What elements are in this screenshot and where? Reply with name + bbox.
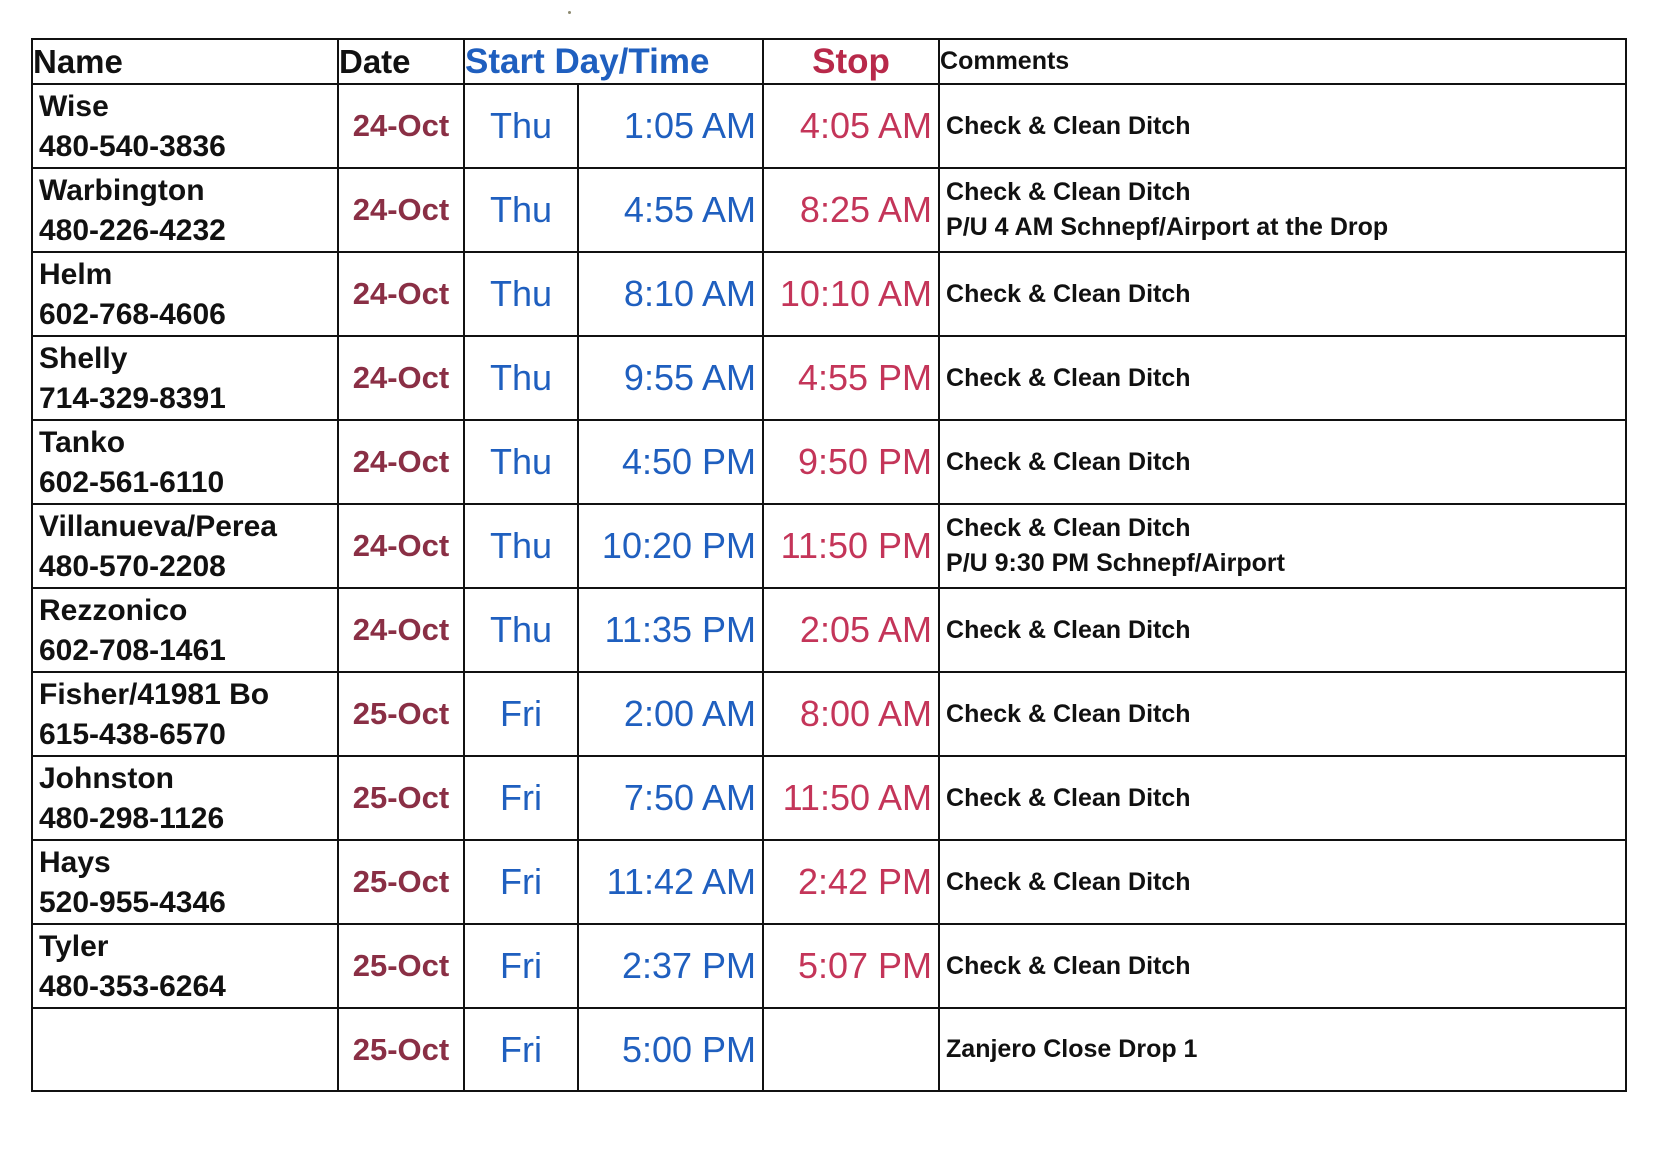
person-name: Johnston (39, 762, 174, 795)
person-name: Helm (39, 258, 113, 291)
day-cell: Fri (464, 924, 578, 1008)
day-cell: Fri (464, 840, 578, 924)
person-name: Wise (39, 90, 109, 123)
comment-cell (939, 588, 1626, 672)
start-time-cell: 8:10 AM (578, 252, 763, 336)
stop-time-cell: 11:50 AM (763, 756, 939, 840)
stop-time-cell: 8:25 AM (763, 168, 939, 252)
date-cell: 24-Oct (338, 588, 464, 672)
person-name: Hays (39, 846, 111, 879)
phone-number: 480-226-4232 (39, 214, 226, 247)
comment-cell (939, 924, 1626, 1008)
phone-number: 602-708-1461 (39, 634, 226, 667)
comment-cell (939, 840, 1626, 924)
person-name: Shelly (39, 342, 128, 375)
name-cell (32, 420, 338, 504)
header-stop: Stop (763, 39, 939, 84)
start-time-cell: 11:35 PM (578, 588, 763, 672)
comment-line: Check & Clean Ditch (946, 111, 1191, 140)
comment-cell (939, 1008, 1626, 1091)
person-name: Tyler (39, 930, 109, 963)
name-cell (32, 588, 338, 672)
table-row (32, 924, 1626, 1008)
day-cell: Thu (464, 252, 578, 336)
day-cell: Thu (464, 588, 578, 672)
header-date: Date (338, 39, 464, 84)
name-cell (32, 84, 338, 168)
start-time-cell: 2:37 PM (578, 924, 763, 1008)
start-time-cell: 5:00 PM (578, 1008, 763, 1091)
comment-cell (939, 756, 1626, 840)
stop-time-cell: 4:05 AM (763, 84, 939, 168)
header-comments: Comments (939, 39, 1626, 84)
day-cell: Thu (464, 504, 578, 588)
comment-line: P/U 4 AM Schnepf/Airport at the Drop (946, 213, 1389, 241)
table-row (32, 840, 1626, 924)
phone-number: 480-570-2208 (39, 550, 226, 583)
date-cell: 25-Oct (338, 1008, 464, 1091)
name-cell (32, 924, 338, 1008)
comment-line: Check & Clean Ditch (946, 279, 1191, 308)
comment-cell (939, 168, 1626, 252)
table-row (32, 588, 1626, 672)
person-name: Fisher/41981 Bo (39, 678, 270, 711)
date-cell: 25-Oct (338, 840, 464, 924)
day-cell: Thu (464, 336, 578, 420)
stop-time-cell: 8:00 AM (763, 672, 939, 756)
comment-line: Check & Clean Ditch (946, 951, 1191, 980)
name-cell (32, 756, 338, 840)
stop-time-cell: 9:50 PM (763, 420, 939, 504)
header-name: Name (32, 39, 338, 84)
schedule-table (31, 38, 1627, 1092)
table-row (32, 1008, 1626, 1091)
comment-line: Check & Clean Ditch (946, 615, 1191, 644)
date-cell: 24-Oct (338, 504, 464, 588)
table-row (32, 420, 1626, 504)
comment-line: Check & Clean Ditch (946, 514, 1191, 542)
comment-cell (939, 84, 1626, 168)
table-row (32, 672, 1626, 756)
start-time-cell: 11:42 AM (578, 840, 763, 924)
comment-line: Zanjero Close Drop 1 (946, 1035, 1198, 1063)
comment-cell (939, 420, 1626, 504)
day-cell: Thu (464, 84, 578, 168)
stop-time-cell: 2:42 PM (763, 840, 939, 924)
table-row (32, 168, 1626, 252)
date-cell: 25-Oct (338, 924, 464, 1008)
phone-number: 615-438-6570 (39, 718, 226, 751)
day-cell: Fri (464, 672, 578, 756)
stop-time-cell: 5:07 PM (763, 924, 939, 1008)
table-row (32, 756, 1626, 840)
date-cell: 24-Oct (338, 336, 464, 420)
table-row (32, 252, 1626, 336)
header-row (32, 39, 1626, 84)
start-time-cell: 2:00 AM (578, 672, 763, 756)
comment-line: Check & Clean Ditch (946, 699, 1191, 728)
table-row (32, 336, 1626, 420)
stop-time-cell: 11:50 PM (763, 504, 939, 588)
day-cell: Thu (464, 168, 578, 252)
phone-number: 480-353-6264 (39, 970, 226, 1003)
phone-number: 602-768-4606 (39, 298, 226, 331)
comment-line: Check & Clean Ditch (946, 178, 1191, 206)
phone-number: 714-329-8391 (39, 382, 226, 415)
table-row (32, 504, 1626, 588)
stop-time-cell: 10:10 AM (763, 252, 939, 336)
start-time-cell: 4:55 AM (578, 168, 763, 252)
name-cell (32, 1008, 338, 1091)
start-time-cell: 4:50 PM (578, 420, 763, 504)
comment-line: P/U 9:30 PM Schnepf/Airport (946, 549, 1285, 577)
comment-cell (939, 504, 1626, 588)
comment-cell (939, 252, 1626, 336)
name-cell (32, 252, 338, 336)
name-cell (32, 840, 338, 924)
name-cell (32, 672, 338, 756)
date-cell: 24-Oct (338, 84, 464, 168)
comment-line: Check & Clean Ditch (946, 363, 1191, 392)
date-cell: 25-Oct (338, 756, 464, 840)
date-cell: 24-Oct (338, 420, 464, 504)
phone-number: 480-540-3836 (39, 130, 226, 163)
name-cell (32, 504, 338, 588)
comment-cell (939, 336, 1626, 420)
scan-speck (568, 11, 571, 14)
comment-line: Check & Clean Ditch (946, 867, 1191, 896)
start-time-cell: 10:20 PM (578, 504, 763, 588)
person-name: Villanueva/Perea (39, 510, 277, 543)
stop-time-cell: 4:55 PM (763, 336, 939, 420)
day-cell: Thu (464, 420, 578, 504)
comment-cell (939, 672, 1626, 756)
person-name: Warbington (39, 174, 205, 207)
day-cell: Fri (464, 756, 578, 840)
name-cell (32, 336, 338, 420)
start-time-cell: 9:55 AM (578, 336, 763, 420)
phone-number: 520-955-4346 (39, 886, 226, 919)
date-cell: 25-Oct (338, 672, 464, 756)
comment-line: Check & Clean Ditch (946, 783, 1191, 812)
table-row (32, 84, 1626, 168)
header-start-day-time: Start Day/Time (464, 39, 763, 84)
date-cell: 24-Oct (338, 252, 464, 336)
start-time-cell: 7:50 AM (578, 756, 763, 840)
person-name: Rezzonico (39, 594, 188, 627)
person-name: Tanko (39, 426, 126, 459)
phone-number: 480-298-1126 (39, 802, 225, 835)
name-cell (32, 168, 338, 252)
start-time-cell: 1:05 AM (578, 84, 763, 168)
day-cell: Fri (464, 1008, 578, 1091)
stop-time-cell: 2:05 AM (763, 588, 939, 672)
date-cell: 24-Oct (338, 168, 464, 252)
stop-time-cell (763, 1008, 939, 1091)
comment-line: Check & Clean Ditch (946, 447, 1191, 476)
phone-number: 602-561-6110 (39, 466, 225, 499)
